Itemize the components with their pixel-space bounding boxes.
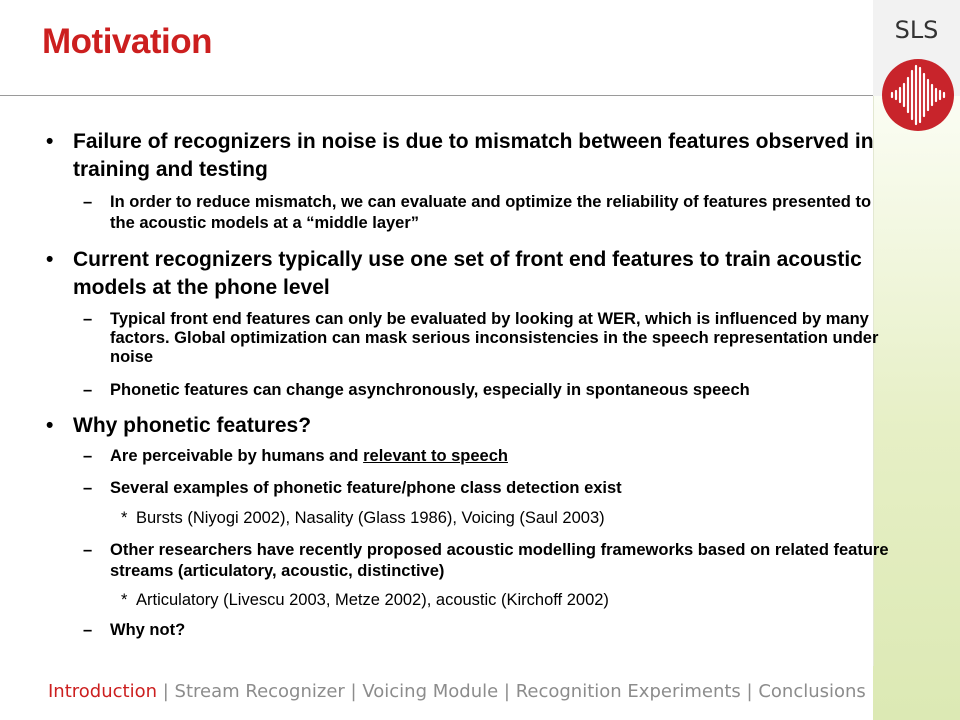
bullet-text: Why phonetic features? xyxy=(73,414,312,437)
dash-marker: – xyxy=(83,193,93,211)
bullet-current-recognizers xyxy=(46,246,893,302)
sub-bullet-why-not xyxy=(83,620,900,641)
sub-bullet-text: Other researchers have recently proposed acoustic modelling frameworks based on related feature streams (articulatory, acoustic, distinctive) xyxy=(110,541,889,580)
detail-bursts-nasality-voicing xyxy=(121,508,896,529)
sub-bullet-other-researchers xyxy=(83,540,900,582)
sub-bullet-text: Phonetic features can change asynchronously, especially in spontaneous speech xyxy=(110,381,750,399)
sls-logo-icon xyxy=(881,58,955,132)
dash-marker: – xyxy=(83,621,93,639)
sub-bullet-text: In order to reduce mismatch, we can evaluate and optimize the reliability of features presented to the acoustic models at a “middle layer” xyxy=(110,193,872,232)
star-marker: * xyxy=(121,509,128,527)
footer-separator: | xyxy=(740,681,759,702)
underlined-phrase: relevant to speech xyxy=(363,447,508,465)
footer-separator: | xyxy=(498,681,516,702)
bullet-why-phonetic xyxy=(46,412,893,440)
sub-bullet-asynchronous xyxy=(83,380,900,401)
sub-bullet-detection-examples xyxy=(83,478,900,499)
footer-nav-stream-recognizer[interactable]: Stream Recognizer xyxy=(174,681,345,702)
brand-label: SLS xyxy=(894,16,939,44)
sub-bullet-text: Typical front end features can only be evaluated by looking at WER, which is influenced by many factors. Global optimization can mask serious inconsistencies in the speech representation under noise xyxy=(110,310,879,366)
slide-title: Motivation xyxy=(42,22,212,61)
detail-text: Articulatory (Livescu 2003, Metze 2002), acoustic (Kirchoff 2002) xyxy=(136,591,609,609)
dash-marker: – xyxy=(83,541,93,559)
detail-text: Bursts (Niyogi 2002), Nasality (Glass 1986), Voicing (Saul 2003) xyxy=(136,509,605,527)
bullet-marker: • xyxy=(46,414,54,437)
bullet-text: Current recognizers typically use one set of front end features to train acoustic models at the phone level xyxy=(73,248,862,299)
footer-separator: | xyxy=(344,681,363,702)
bullet-marker: • xyxy=(46,248,54,271)
dash-marker: – xyxy=(83,310,93,328)
footer-separator: | xyxy=(157,681,175,702)
sub-bullet-text: Several examples of phonetic feature/phone class detection exist xyxy=(110,479,622,497)
dash-marker: – xyxy=(83,479,93,497)
bullet-mismatch xyxy=(46,128,893,184)
section-navigation-footer xyxy=(48,680,866,704)
sub-bullet-perceivable xyxy=(83,446,900,467)
detail-articulatory-acoustic xyxy=(121,590,896,611)
footer-nav-conclusions[interactable]: Conclusions xyxy=(758,681,866,702)
sub-bullet-text: Why not? xyxy=(110,621,186,639)
dash-marker: – xyxy=(83,381,93,399)
footer-nav-recognition-experiments[interactable]: Recognition Experiments xyxy=(515,681,741,702)
bullet-marker: • xyxy=(46,130,54,153)
footer-nav-introduction[interactable]: Introduction xyxy=(48,681,158,702)
sub-bullet-text: Are perceivable by humans and xyxy=(110,447,364,465)
star-marker: * xyxy=(121,591,128,609)
dash-marker: – xyxy=(83,447,93,465)
bullet-text: Failure of recognizers in noise is due to mismatch between features observed in training and testing xyxy=(73,130,874,181)
footer-nav-voicing-module[interactable]: Voicing Module xyxy=(362,681,499,702)
sub-bullet-reduce-mismatch xyxy=(83,192,900,234)
sub-bullet-wer xyxy=(83,310,900,367)
